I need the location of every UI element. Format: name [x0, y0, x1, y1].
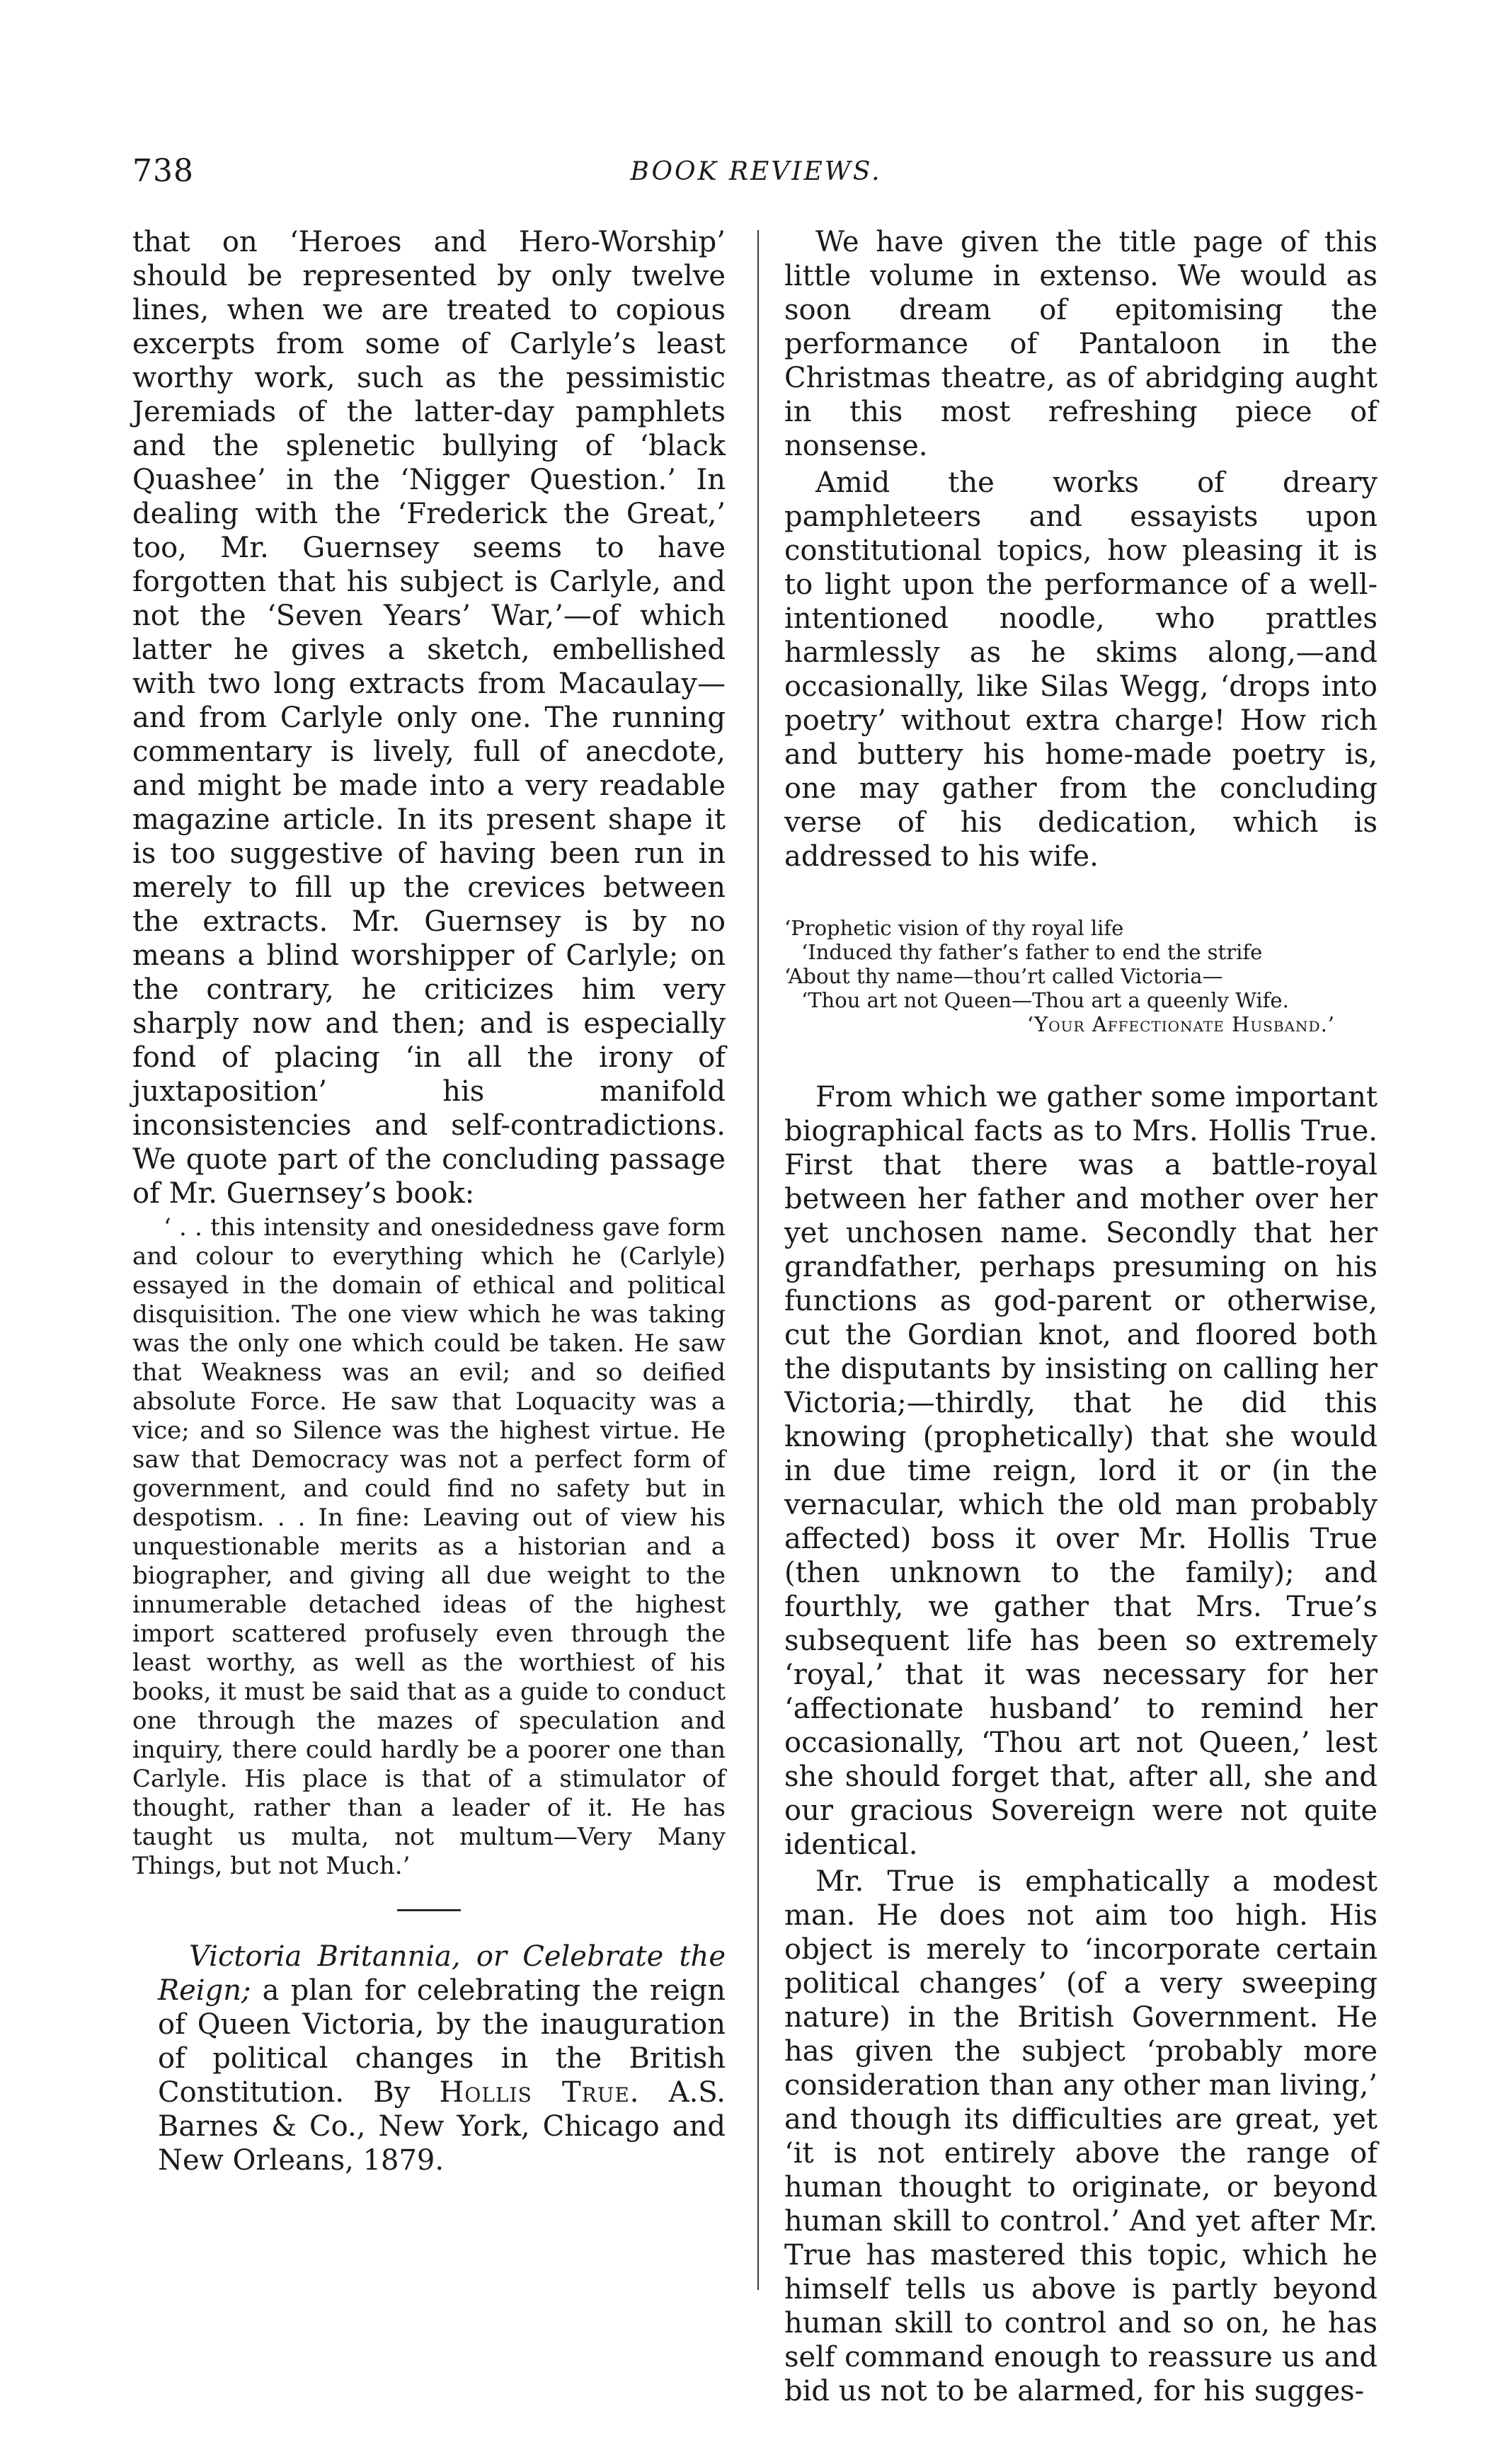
book-title: Victoria Britannia, or Celebrate the Reign; [158, 1940, 726, 2007]
block-quote-guernsey: ‘ . . this intensity and onesidedness gave form and colour to everything which he (Carlyle) essayed in the domain of ethical and political disquisition. The one view which he was taking was the only one which could be taken. He saw that Weakness was an evil; and so deified absolute Force. He saw that Loquacity was a vice; and so Silence was the highest virtue. He saw that Democracy was not a perfect form of government, and could find no safety but in despotism. . . In fine: Leaving out of view his unquestionable merits as a historian and a biographer, and giving all due weight to the innumerable detached ideas of the highest import scattered profusely even through the least worthy, as well as the worthiest of his books, it must be said that as a guide to conduct one through the mazes of speculation and inquiry, there could hardly be a poorer one than Carlyle. His place is that of a stimulator of thought, rather than a leader of it. He has taught us multa, not multum—Very Many Things, but not Much.’ [132, 1213, 726, 1880]
book-description: a plan for celebrating the reign of Queen Victoria, by the inauguration of political changes in the British Constitution. By [158, 1974, 726, 2109]
verse-line: ‘Induced thy father’s father to end the strife [801, 940, 1263, 964]
paragraph-title-page: We have given the title page of this little volume in extenso. We would as soon dream of epitomising the performance of Pantaloon in the Christmas theatre, as of abridging aught in this most refreshing piece of nonsense. [784, 226, 1378, 462]
dedication-verse [784, 916, 1378, 1036]
book-author: Hollis True. [439, 2076, 640, 2109]
book-entry-victoria-britannia [132, 1940, 726, 2177]
paragraph-pamphleteers: Amid the works of dreary pamphleteers and essayists upon constitutional topics, how pleasing it is to light upon the performance of a well-intentioned noodle, who prattles harmlessly as he skims along,—and occasionally, like Silas Wegg, ‘drops into poetry’ without extra charge! How rich and buttery his home-made poetry is, one may gather from the concluding verse of his dedication, which is addressed to his wife. [784, 466, 1378, 873]
book-publisher: A.S. Barnes & Co., New York, Chicago and New Orleans, 1879. [158, 2076, 726, 2177]
verse-line: ‘Thou art not Queen—Thou art a queenly Wife. [801, 988, 1289, 1012]
paragraph-biographical-facts: From which we gather some important biographical facts as to Mrs. Hollis True. First that there was a battle-royal between her father and mother over her yet unchosen name. Secondly that her grandfather, perhaps presuming on his functions as god-parent or otherwise, cut the Gordian knot, and floored both the disputants by insisting on calling her Victoria;—thirdly, that he did this knowing (prophetically) that she would in due time reign, lord it or (in the vernacular, which the old man probably affected) boss it over Mr. Hollis True (then unknown to the family); and fourthly, we gather that Mrs. True’s subsequent life has been so extremely ‘royal,’ that it was necessary for her ‘affectionate husband’ to remind her occasionally, ‘Thou art not Queen,’ lest she should forget that, after all, she and our gracious Sovereign were not quite identical. [784, 1081, 1378, 1861]
verse-line: ‘About thy name—thou’rt called Victoria— [784, 964, 1223, 988]
right-column [784, 225, 1378, 2408]
column-divider [757, 230, 759, 2290]
left-column [132, 225, 726, 2177]
verse-line: ‘Prophetic vision of thy royal life [784, 916, 1124, 940]
running-title: BOOK REVIEWS. [630, 157, 882, 186]
verse-signature: ‘Your Affectionate Husband.’ [1026, 1012, 1335, 1036]
paragraph-guernsey-review: that on ‘Heroes and Hero-Worship’ should be represented by only twelve lines, when we are treated to copious excerpts from some of Carlyle’s least worthy work, such as the pessimistic Jeremiads of the latter-day pamphlets and the splenetic bullying of ‘black Quashee’ in the ‘Nigger Question.’ In dealing with the ‘Frederick the Great,’ too, Mr. Guernsey seems to have forgotten that his subject is Carlyle, and not the ‘Seven Years’ War,’—of which latter he gives a sketch, embellished with two long extracts from Macaulay—and from Carlyle only one. The running commentary is lively, full of anecdote, and might be made into a very readable magazine article. In its present shape it is too suggestive of having been run in merely to fill up the crevices between the extracts. Mr. Guernsey is by no means a blind worshipper of Carlyle; on the contrary, he criticizes him very sharply now and then; and is especially fond of placing ‘in all the irony of juxtaposition’ his manifold inconsistencies and self-contradictions. We quote part of the concluding passage of Mr. Guernsey’s book: [132, 226, 726, 1210]
paragraph-modest-man: Mr. True is emphatically a modest man. He does not aim too high. His object is merely to ‘incorporate certain political changes’ (of a very sweeping nature) in the British Government. He has given the subject ‘probably more consideration than any other man living,’ and though its difficulties are great, yet ‘it is not entirely above the range of human thought to originate, or beyond human skill to control.’ And yet after Mr. True has mastered this topic, which he himself tells us above is partly beyond human skill to control and so on, he has self command enough to reassure us and bid us not to be alarmed, for his sugges- [784, 1865, 1378, 2407]
section-divider [397, 1909, 461, 1911]
page-number: 738 [132, 153, 194, 189]
